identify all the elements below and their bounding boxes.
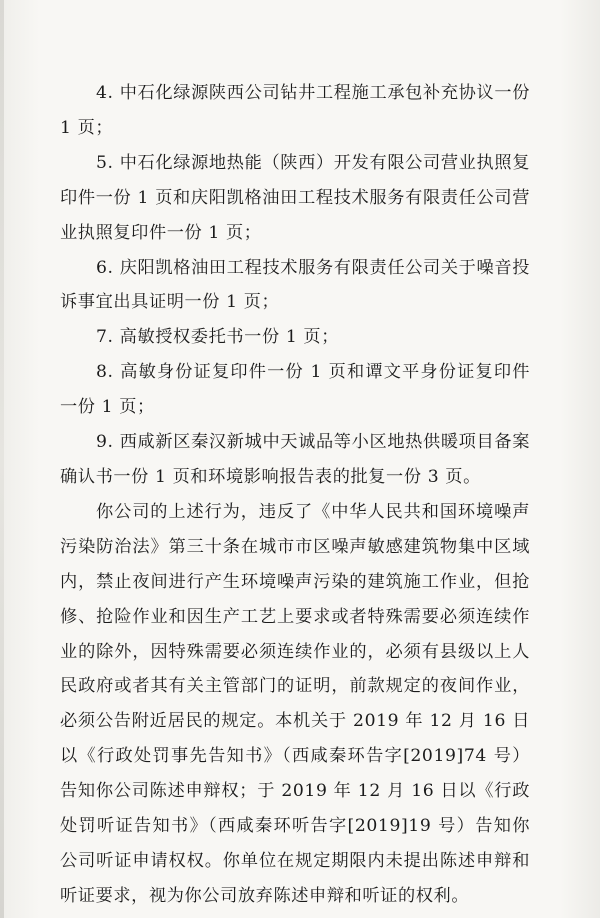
paragraph-item-9: 9. 西咸新区秦汉新城中天诚品等小区地热供暖项目备案确认书一份 1 页和环境影响报告表的批复一份 3 页。: [60, 432, 530, 487]
paragraph-item-8: 8. 高敏身份证复印件一份 1 页和谭文平身份证复印件一份 1 页；: [60, 362, 530, 418]
paragraph-item-7: 7. 高敏授权委托书一份 1 页；: [96, 327, 339, 348]
paragraph-violation-statement: 你公司的上述行为，违反了《中华人民共和国环境噪声污染防治法》第三十条在城市市区噪声敏感建筑物集中区域内，禁止夜间进行产生环境噪声污染的建筑施工作业，但抢修、抢险作业和因生产工艺上要求或者特殊需要必须连续作业的除外，因特殊需要必须连续作业的，必须有县级以上人民政府或者其有关主管部门的证明，前款规定的夜间作业，必须公告附近居民的规定。本机关于 2019 年 12 月 16 日以《行政处罚事先告知书》（西咸秦环告字[2019]74 号）告知你公司陈述申辩权；于 2019 年 12 月 16 日以《行政处罚听证告知书》（西咸秦环听告字[2019]19 号）告知你公司听证申请权权。你单位在规定期限内未提出陈述申辩和听证要求，视为你公司放弃陈述申辩和听证的权利。: [60, 501, 530, 906]
scan-edge: [0, 0, 4, 918]
document-body: [60, 76, 530, 914]
paragraph-item-5: 5. 中石化绿源地热能（陕西）开发有限公司营业执照复印件一份 1 页和庆阳凯格油田工程技术服务有限责任公司营业执照复印件一份 1 页；: [60, 152, 530, 243]
paragraph-item-4: 4. 中石化绿源陕西公司钻井工程施工承包补充协议一份 1 页；: [60, 83, 530, 138]
paragraph-item-6: 6. 庆阳凯格油田工程技术服务有限责任公司关于噪音投诉事宜出具证明一份 1 页；: [60, 257, 530, 313]
